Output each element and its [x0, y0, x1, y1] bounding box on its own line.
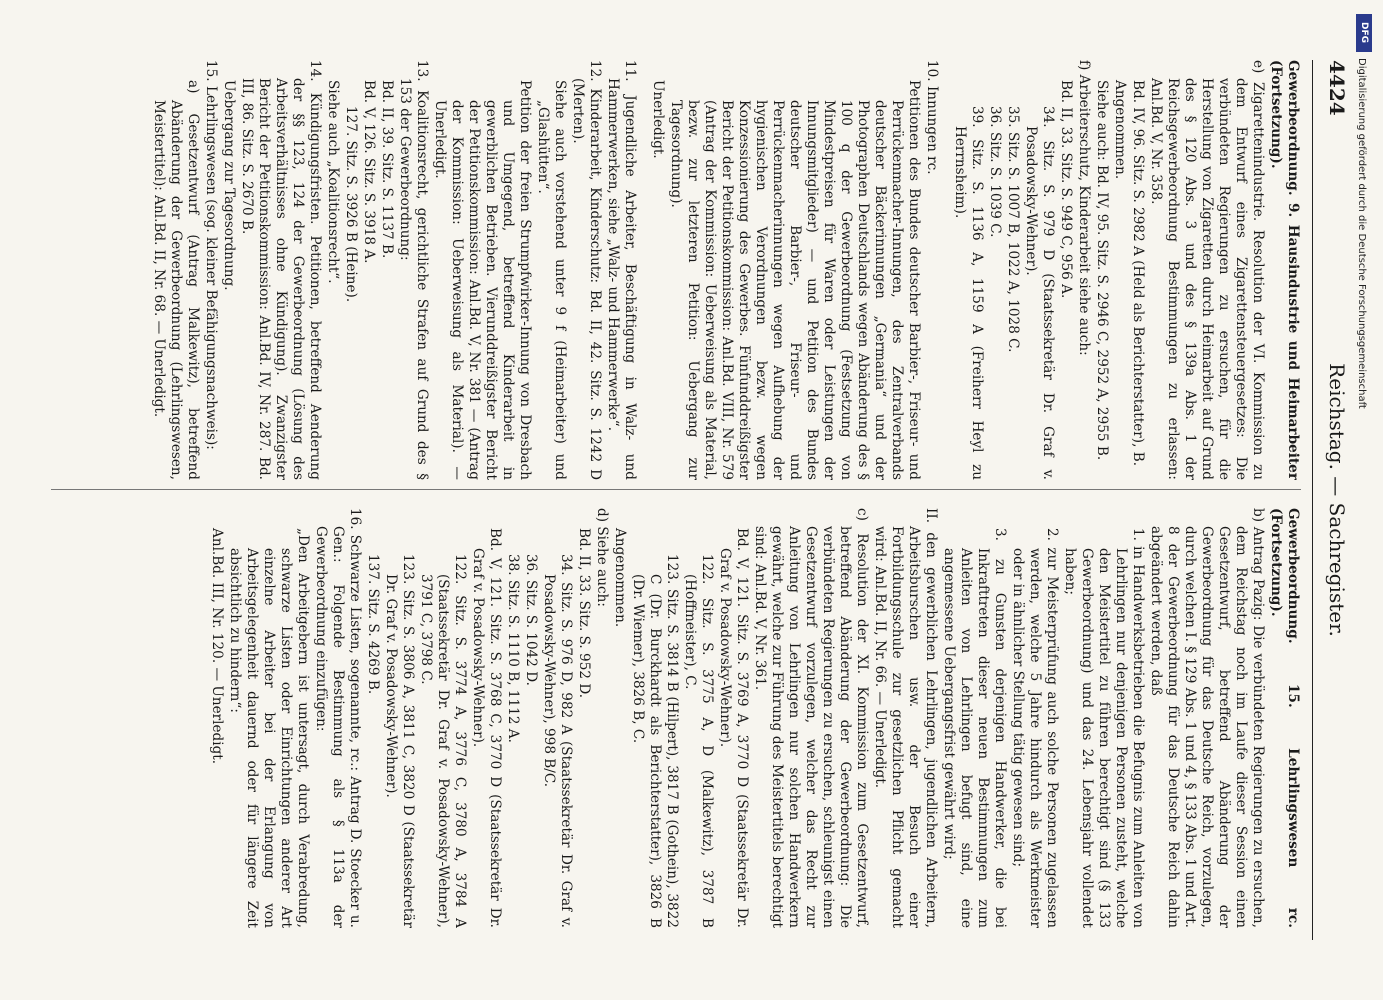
entry-paragraph: Siehe auch „Koalitionsrecht“.	[325, 80, 341, 284]
entry-paragraph: Bd. V, 121. Sitz. S. 3769 A, 3770 D (Staatssekretär Dr. Graf v. Posadowsky-Wehner).	[717, 528, 750, 928]
entry-paragraph: 16. Schwarze Listen, sogenannte, rc.: Antrag D. Stoecker u. Gen.: Folgende Bestimmung als § 113a der Gewerbeordnung einzufügen:	[313, 508, 363, 928]
entry-paragraph: 39. Sitz. S. 1136 A, 1159 A (Freiherr Heyl zu Herrnsheim).	[952, 106, 985, 480]
entry-paragraph: Angenommen.	[612, 528, 628, 628]
entry-paragraph: 34. Sitz. S. 979 D (Staatssekretär Dr. Graf v. Posadowsky-Wehner).	[1023, 106, 1056, 480]
spacer	[940, 60, 950, 480]
entry-paragraph: c) Resolution der XI. Kommission zum Gesetzentwurf, betreffend Abänderung der Gewerbeordnung: Die verbündeten Regierungen zu ersuchen, schleunigst einen Gesetzentwurf vorzulegen, welcher das Recht zur Anleitung von Lehrlingen nur solchen Handwerkern gewährt, welche zur Führung des Meistertitels berechtigt sind: Anl.Bd. V, Nr. 361.	[752, 508, 870, 928]
dfg-attribution	[1350, 8, 1380, 748]
entry-paragraph: 13. Koalitionsrecht, gerichtliche Strafen auf Grund des § 153 der Gewerbeordnung:	[397, 60, 430, 480]
entry-paragraph: 127. Sitz. S. 3926 B (Heine).	[343, 106, 359, 303]
entry-paragraph: 34. Sitz. S. 976 D, 982 A (Staatssekretär Dr. Graf v. Posadowsky-Wehner), 998 B/C.	[541, 554, 574, 928]
entry-paragraph: II. den gewerblichen Lehrlingen, jugendlichen Arbeitern, Arbeitsburschen usw. der Besuch einer Fortbildungsschule zur gesetzlichen Pflicht gemacht wird: Anl.Bd. II, Nr. 66. — Unerledigt.	[872, 508, 939, 928]
right-column	[31, 508, 1301, 928]
entry-paragraph: e) Zigarettenindustrie. Resolution der VI. Kommission zu dem Entwurf eines Zigarettensteuergesetzes: Die verbündeten Regierungen zu ersuchen, für die Herstellung von Zigaretten durch Heimarbeit auf Grund des § 120 Abs. 3 und des § 139a Abs. 1 der Reichsgewerbeordnung Bestimmungen zu erlassen: Anl.Bd. V, Nr. 358.	[1148, 60, 1266, 480]
entry-paragraph: Angenommen.	[1112, 80, 1128, 180]
entry-heading: Gewerbeordnung. 9. Hausindustrie und Heimarbeiter (Fortsetzung).	[1268, 60, 1301, 480]
entry-paragraph: 122. Sitz. S. 3775 A, D (Malkewitz), 3787 B (Hoffmeister), C.	[682, 554, 715, 928]
entry-paragraph: 3. zu Gunsten derjenigen Handwerker, die bei Inkrafttreten dieser neuen Bestimmungen zum Anleiten von Lehrlingen befugt sind, eine angemessene Uebergangsfrist gewährt wird;	[941, 528, 1008, 928]
entry-paragraph: 1. in Handwerksbetrieben die Befugnis zum Anleiten von Lehrlingen nur denjenigen Personen zusteht, welche den Meistertitel zu führen berechtigt sind (§ 133 Gewerbeordnung) und das 24. Lebensjahr vollendet haben;	[1062, 528, 1146, 928]
entry-paragraph: Anl.Bd. III, Nr. 120. — Unerledigt.	[209, 528, 225, 765]
entry-paragraph: 36. Sitz. S. 1042 D.	[523, 554, 539, 686]
entry-paragraph: Siehe auch vorstehend unter 9 f (Heimarbeiter) und „Glashütten“.	[535, 80, 568, 480]
entry-paragraph: „Den Arbeitgebern ist untersagt, durch Verabredung, schwarze Listen oder Einrichtungen anderer Art einzelne Arbeiter bei der Erlangung von Arbeitsgelegenheit dauernd oder für längere Zeit absichtlich zu hindern“:	[227, 528, 311, 928]
entry-paragraph: Petition der freien Strumpfwirker-Innung von Dresbach und Umgegend, betreffend Kinderarbeit in gewerblichen Betrieben. Vierunddreißigster Bericht der Petitionskommission: Anl.Bd. V, Nr. 381 — (Antrag der Kommission: Ueberweisung als Material). — Unerledigt.	[432, 80, 533, 480]
entry-paragraph: Siehe auch: Bd. IV, 95. Sitz. S. 2946 C, 2952 A, 2955 B.	[1094, 80, 1110, 461]
entry-paragraph: 35. Sitz. S. 1007 B, 1022 A, 1028 C.	[1005, 106, 1021, 353]
spacer	[638, 60, 648, 480]
page-number: 4424	[1325, 60, 1349, 116]
entry-paragraph: 123. Sitz. S. 3814 B (Hilpert), 3817 B (Gothein), 3822 C (Dr. Burckhardt als Berichterstatter), 3826 B (Dr. Wiemer), 3826 B, C.	[630, 554, 680, 928]
entry-paragraph: 36. Sitz. S. 1039 C.	[987, 106, 1003, 238]
entry-paragraph: Bd. V, 126. Sitz. S. 3918 A.	[361, 80, 377, 264]
entry-paragraph: a) Gesetzentwurf (Antrag Malkewitz), betreffend Abänderung der Gewerbeordnung (Lehrlingswesen, Meistertitel): Anl.Bd. II, Nr. 68. — Unerledigt.	[151, 80, 201, 480]
dfg-logo: DFG	[1356, 14, 1372, 52]
entry-paragraph: 38. Sitz. S. 1110 B, 1112 A.	[505, 554, 521, 743]
entry-paragraph: 15. Lehrlingswesen (sog. kleiner Befähigungsnachweis):	[203, 60, 219, 450]
entry-paragraph: Unerledigt.	[650, 80, 666, 159]
left-column	[31, 60, 1301, 480]
entry-paragraph: Bd. V, 121. Sitz. S. 3768 C, 3770 D (Staatssekretär Dr. Graf v. Posadowsky-Wehner).	[470, 528, 503, 928]
entry-paragraph: f) Arbeiterschutz, Kinderarbeit siehe auch:	[1076, 60, 1092, 356]
running-title: Reichstag. — Sachregister.	[1325, 363, 1349, 637]
entry-paragraph: 14. Kündigungsfristen. Petitionen, betreffend Aenderung der §§ 123, 124 der Gewerbeordnung (Lösung des Arbeitsverhältnisses ohne Kündigung). Zwanzigster Bericht der Petitionskommission: Anl.Bd. IV, Nr. 287. Bd. III, 86. Sitz. S. 2670 B.	[239, 60, 323, 480]
entry-paragraph: 122. Sitz. S. 3774 A, 3776 C, 3780 A, 3784 A (Staatssekretär Dr. Graf v. Posadowsky-Wehner), 3791 C, 3798 C.	[418, 554, 468, 928]
entry-heading: Gewerbeordnung. 15. Lehrlingswesen rc. (Fortsetzung).	[1268, 508, 1301, 928]
entry-paragraph: 2. zur Meisterprüfung auch solche Personen zugelassen werden, welche 5 Jahre hindurch als Werkmeister oder in ähnlicher Stellung tätig gewesen sind;	[1010, 528, 1060, 928]
column-divider	[51, 489, 1301, 490]
entry-paragraph: Petitionen des Bundes deutscher Barbier-, Friseur- und Perrückenmacher-Innungen, des Zentralverbands deutscher Bäckerinnungen „Germania“ und der Photographen Deutschlands wegen Abänderung des § 100 q der Gewerbeordnung (Festsetzung von Mindestpreisen für Waren oder Leistungen der Innungsmitglieder) — und Petition des Bundes deutscher Barbier-, Friseur- und Perrückenmacherinnungen wegen Aufhebung der hygienischen Verordnungen bezw. wegen Konzessionierung des Gewerbes. Fünfunddreißigster Bericht der Petitionskommission: Anl.Bd. VIII, Nr. 579 (Antrag der Kommission: Ueberweisung als Material, bezw. zur letzteren Petition: Uebergang zur Tagesordnung).	[668, 80, 922, 480]
entry-paragraph: 12. Kinderarbeit, Kinderschutz: Bd. II, 42. Sitz. S. 1242 D (Merten).	[570, 60, 603, 480]
dfg-attribution-text: Digitalisierung gefördert durch die Deutsche Forschungsgemeinschaft	[1356, 58, 1367, 409]
entry-paragraph: b) Antrag Pazig: Die verbündeten Regierungen zu ersuchen, dem Reichstag noch im Laufe dieser Session einen Gesetzentwurf, betreffend Abänderung der Gewerbeordnung für das Deutsche Reich, vorzulegen, durch welchen I. § 129 Abs. 1 und 4, § 133 Abs. 1 und Art. 8 der Gewerbeordnung für das Deutsche Reich dahin abgeändert werden, daß	[1148, 508, 1266, 928]
entry-paragraph: Bd. II, 33. Sitz. S. 952 D.	[576, 528, 592, 699]
entry-paragraph: Bd. II, 39. Sitz. S. 1137 B.	[379, 80, 395, 259]
entry-paragraph: Bd. IV, 96. Sitz. S. 2982 A (Held als Berichterstatter), B.	[1130, 80, 1146, 467]
entry-paragraph: 123. Sitz. S. 3806 A, 3811 C, 3820 D (Staatssekretär Dr. Graf v. Posadowsky-Wehner).	[383, 554, 416, 928]
entry-paragraph: Uebergang zur Tagesordnung.	[221, 80, 237, 291]
entry-paragraph: 10. Innungen rc.	[924, 60, 940, 175]
entry-paragraph: d) Siehe auch:	[594, 508, 610, 607]
entry-paragraph: 11. Jugendliche Arbeiter, Beschäftigung in Walz- und Hammerwerken, siehe „Walz- und Hammerwerke“.	[605, 60, 638, 480]
entry-paragraph: 137. Sitz. S. 4269 B.	[365, 554, 381, 695]
entry-paragraph: Bd. II, 33. Sitz. S. 949 C, 956 A.	[1058, 80, 1074, 299]
